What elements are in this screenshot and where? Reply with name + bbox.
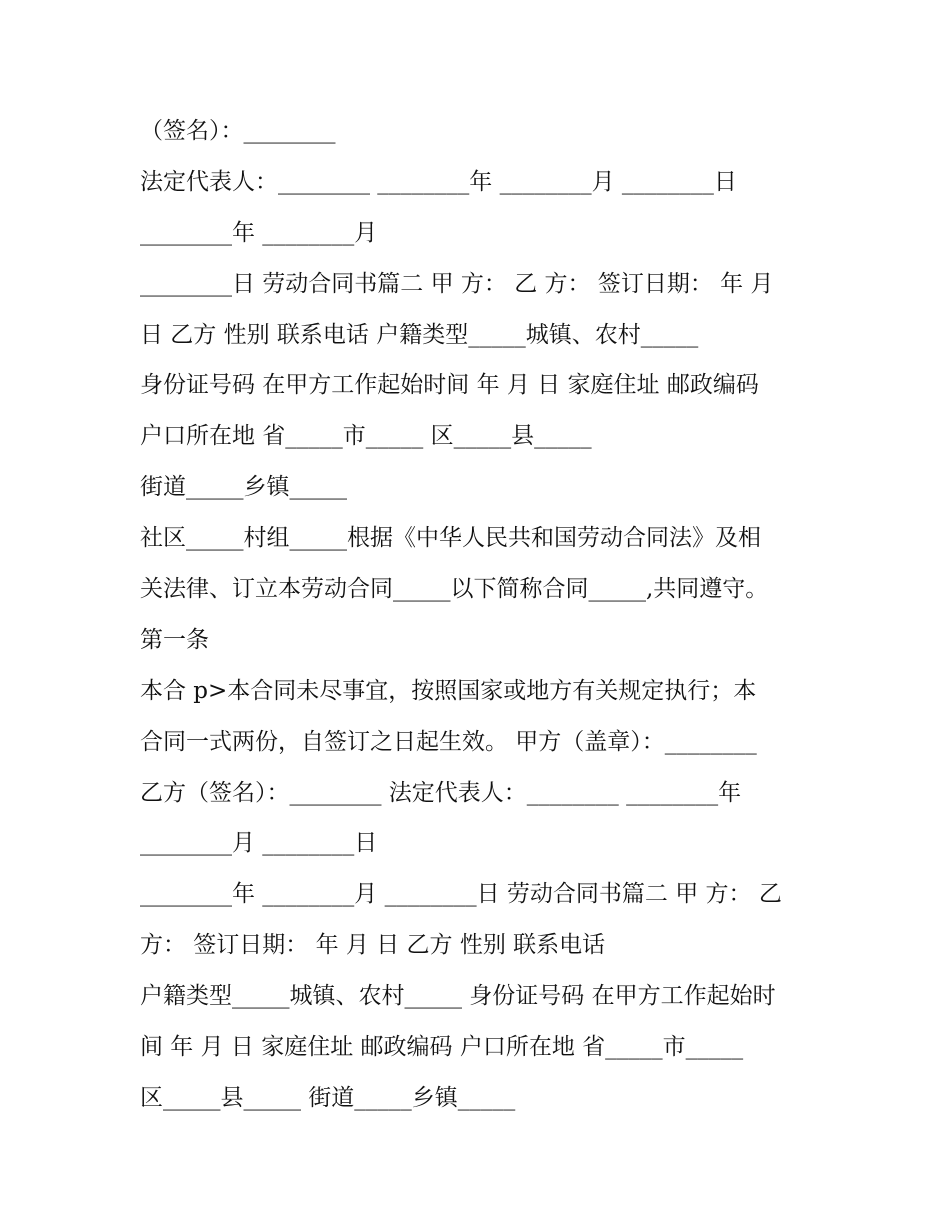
text-line: 街道_____乡镇_____ <box>140 474 347 501</box>
text-line: ________月 ________日 <box>140 830 378 857</box>
text-line: 关法律、订立本劳动合同_____以下简称合同_____,共同遵守。 <box>140 576 769 603</box>
text-line: 法定代表人：________ ________年 ________月 ________日 <box>140 168 737 195</box>
text-line: ________日 劳动合同书篇二 甲 方： 乙 方： 签订日期： 年 月 <box>140 270 774 297</box>
document-body <box>140 106 820 1124</box>
text-line: 社区_____村组_____根据《中华人民共和国劳动合同法》及相 <box>140 525 761 552</box>
text-line: 方： 签订日期： 年 月 日 乙方 性别 联系电话 <box>140 932 606 959</box>
text-line: 合同一式两份，自签订之日起生效。 甲方（盖章）：________ <box>140 728 757 755</box>
text-line: 身份证号码 在甲方工作起始时间 年 月 日 家庭住址 邮政编码 <box>140 372 759 399</box>
text-line: 本合 p>本合同未尽事宜，按照国家或地方有关规定执行；本 <box>140 677 757 704</box>
text-line: 乙方（签名）：________ 法定代表人：________ ________年 <box>140 779 742 806</box>
text-line: （签名）：________ <box>140 118 336 144</box>
section-heading: 第一条 <box>140 626 209 653</box>
text-line: 户口所在地 省_____市_____ 区_____县_____ <box>140 423 592 450</box>
text-line: 日 乙方 性别 联系电话 户籍类型_____城镇、农村_____ <box>140 321 699 348</box>
text-line: 间 年 月 日 家庭住址 邮政编码 户口所在地 省_____市_____ <box>140 1034 744 1061</box>
text-line: 区_____县_____ 街道_____乡镇_____ <box>140 1084 516 1111</box>
text-line: 户籍类型_____城镇、农村_____ 身份证号码 在甲方工作起始时 <box>140 983 776 1010</box>
text-line: ________年 ________月 <box>140 219 378 246</box>
text-line: ________年 ________月 ________日 劳动合同书篇二 甲 方： 乙 <box>140 881 782 908</box>
